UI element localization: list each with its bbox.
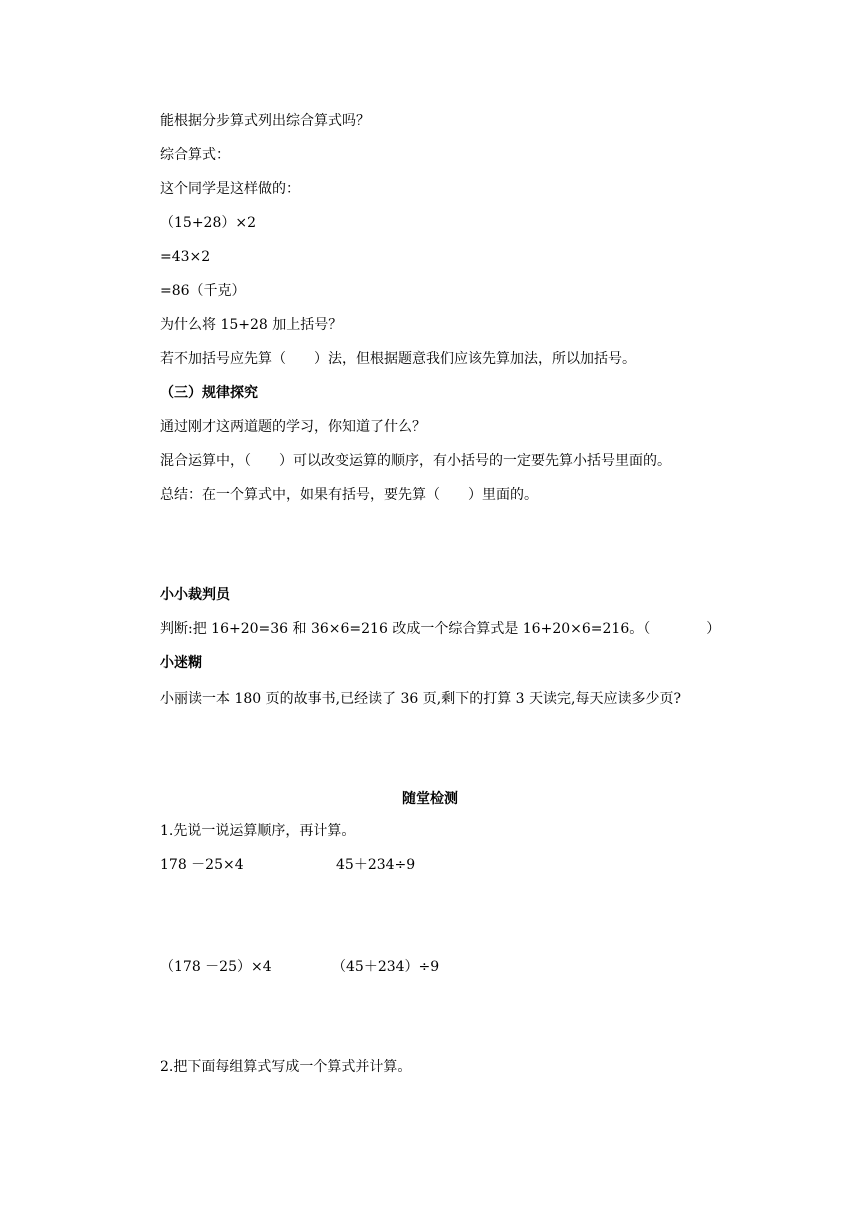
- explanation-line: 若不加括号应先算（ ）法，但根据题意我们应该先算加法，所以加括号。: [160, 351, 636, 367]
- section-heading-rule-exploration: （三）规律探究: [160, 385, 258, 401]
- quiz-question-1: 1.先说一说运算顺序，再计算。: [160, 823, 356, 839]
- judgement-question: 判断:把 16+20=36 和 36×6=216 改成一个综合算式是 16+20×6=216。（ ）: [160, 621, 721, 637]
- expression-2a: （178 －25）×4: [160, 959, 272, 975]
- student-method-line: 这个同学是这样做的：: [160, 181, 300, 197]
- word-problem: 小丽读一本 180 页的故事书,已经读了 36 页,剩下的打算 3 天读完,每天应读多少页?: [160, 691, 681, 707]
- section-heading-confused: 小迷糊: [160, 655, 202, 671]
- expression-1a: 178 －25×4: [160, 857, 244, 873]
- expression-1b: 45＋234÷9: [336, 857, 416, 873]
- formula-step-1: （15+28）×2: [160, 215, 256, 231]
- expression-2b: （45＋234）÷9: [332, 959, 440, 975]
- rule-fill-in-line: 混合运算中，（ ）可以改变运算的顺序，有小括号的一定要先算小括号里面的。: [160, 453, 671, 469]
- reflection-question: 通过刚才这两道题的学习，你知道了什么？: [160, 419, 426, 435]
- section-heading-judge: 小小裁判员: [160, 587, 230, 603]
- combined-formula-label: 综合算式：: [160, 147, 230, 163]
- section-heading-quiz: 随堂检测: [402, 791, 458, 807]
- formula-step-2: =43×2: [160, 249, 211, 265]
- why-parentheses-question: 为什么将 15+28 加上括号？: [160, 317, 343, 333]
- question-line: 能根据分步算式列出综合算式吗？: [160, 113, 370, 129]
- quiz-question-2: 2.把下面每组算式写成一个算式并计算。: [160, 1059, 412, 1075]
- formula-step-3: =86（千克）: [160, 283, 246, 299]
- summary-line: 总结：在一个算式中，如果有括号，要先算（ ）里面的。: [160, 487, 538, 503]
